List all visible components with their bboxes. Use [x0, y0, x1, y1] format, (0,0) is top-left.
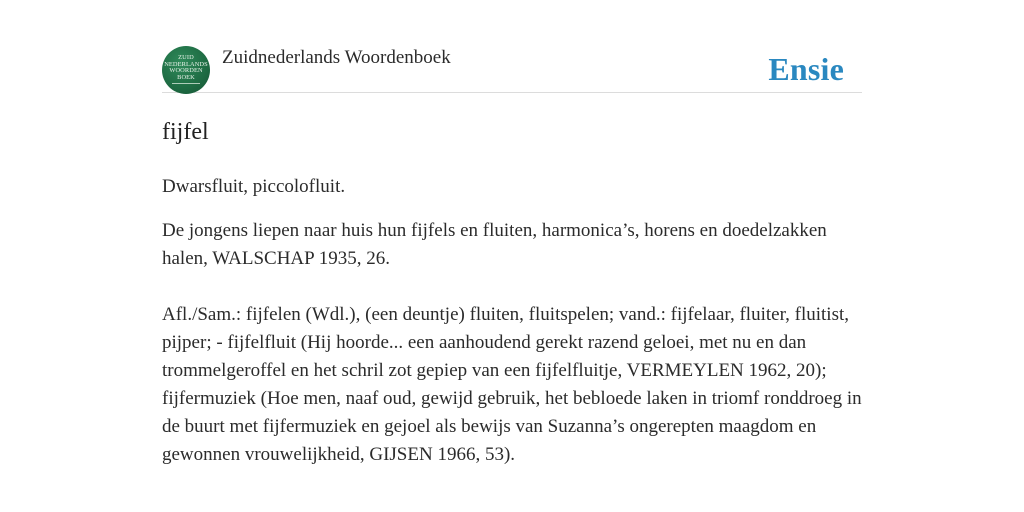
- headword: fijfel: [162, 119, 209, 145]
- entry-card: [162, 40, 862, 469]
- source-title-link[interactable]: Zuidnederlands Woordenboek: [222, 47, 451, 68]
- derivations: Afl./Sam.: fijfelen (Wdl.), (een deuntje) fluiten, fluitspelen; vand.: fijfelaar, fluiter, fluitist, pijper; - fijfelfluit (Hij hoorde... een aanhoudend gerekt razend geloei, met nu en dan trommelgeroffel en het schril zot gepiep van een fijfelfluitje, VERMEYLEN 1962, 20); fijfermuziek (Hoe men, naaf oud, gewijd gebruik, het bebloede laken in triomf ronddroeg in de buurt met fijfermuziek en gejoel als bewijs van Suzanna’s ongerepten maagdom en gewonnen vrouwelijkheid, GIJSEN 1966, 53).: [162, 304, 862, 465]
- source-header: [162, 40, 862, 93]
- logo-text: ZUID NEDERLANDS WOORDEN BOEK: [164, 54, 208, 81]
- source-logo[interactable]: [162, 46, 210, 94]
- example-citation: De jongens liepen naar huis hun fijfels en fluiten, harmonica’s, horens en doedelzakken halen, WALSCHAP 1935, 26.: [162, 220, 827, 269]
- definition: Dwarsfluit, piccolofluit.: [162, 176, 346, 197]
- logo-rule: [172, 83, 200, 84]
- ensie-brand-logo[interactable]: Ensie: [768, 51, 844, 87]
